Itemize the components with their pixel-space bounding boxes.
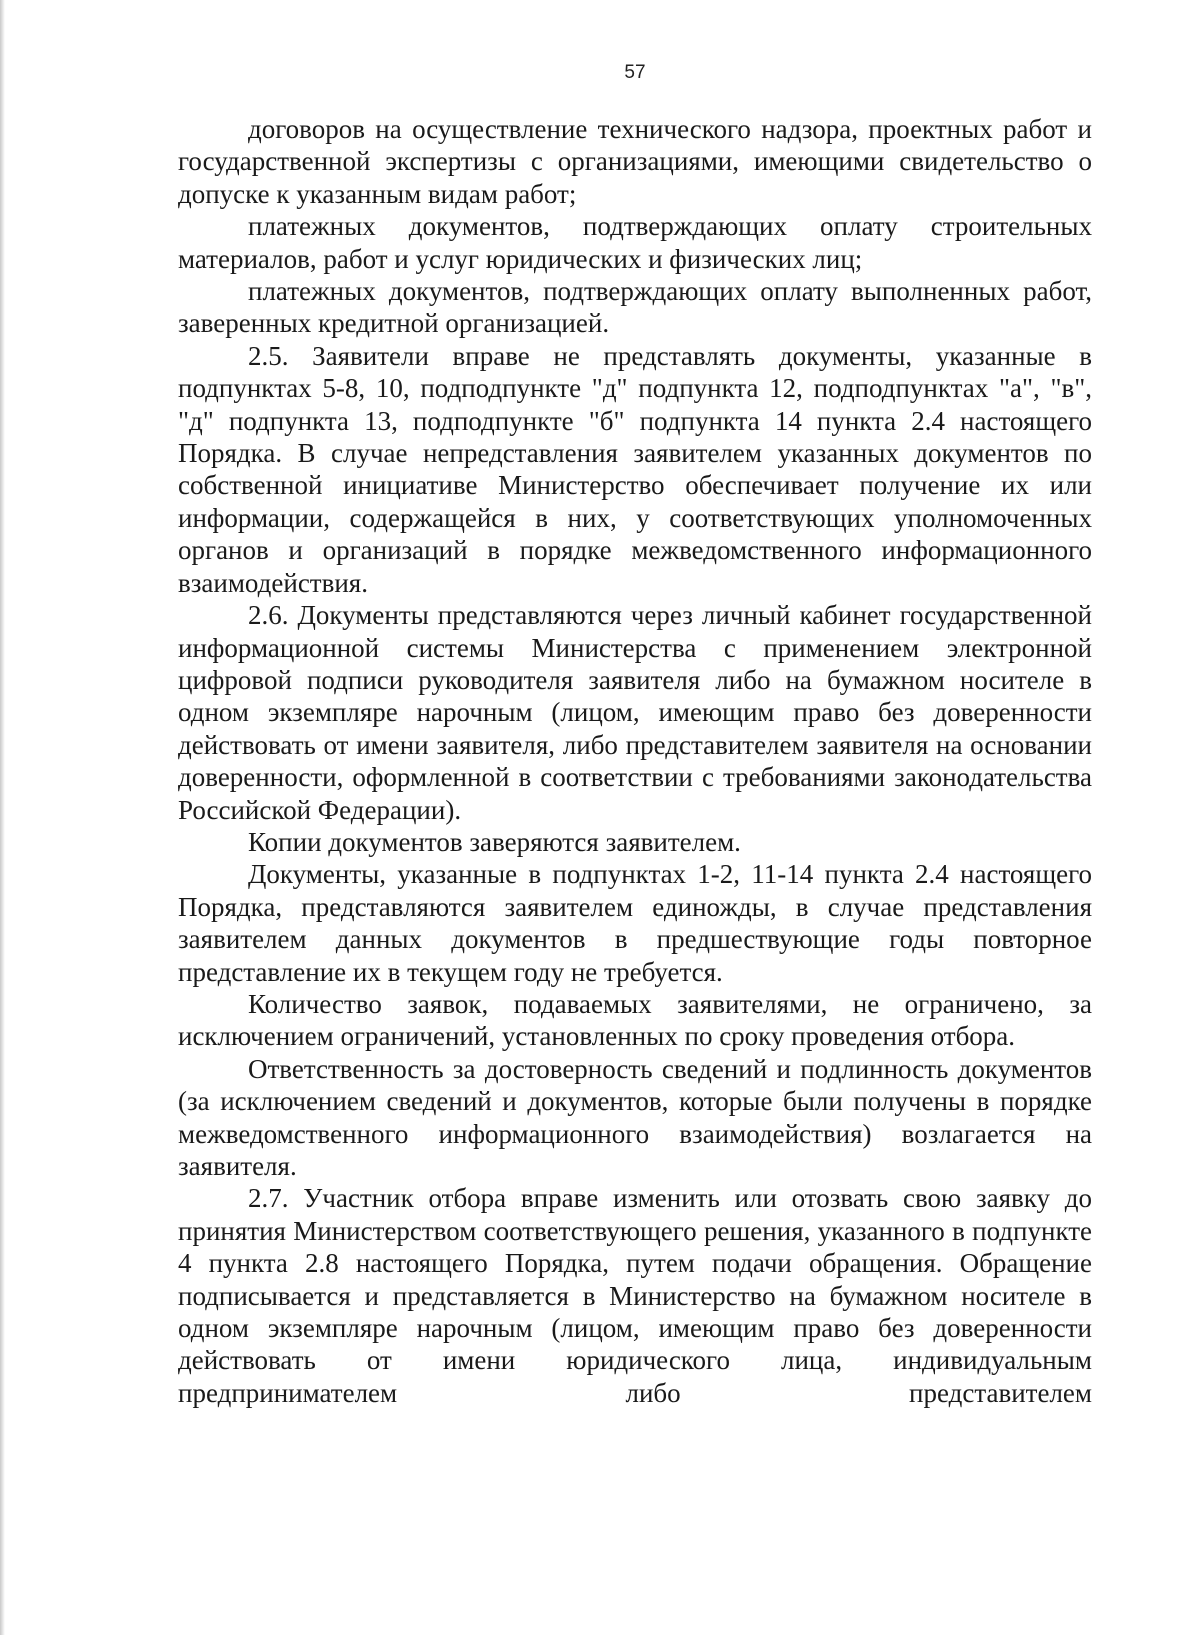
paragraph: Копии документов заверяются заявителем. bbox=[248, 826, 741, 857]
paragraph: Количество заявок, подаваемых заявителями, не ограничено, за исключением ограничений, установленных по сроку проведения отбора. bbox=[178, 988, 1092, 1052]
paragraph: 2.7. Участник отбора вправе изменить или отозвать свою заявку до принятия Министерством соответствующего решения, указанного в подпункте 4 пункта 2.8 настоящего Порядка, путем подачи обращения. Обращение подписывается и представляется в Министерство на бумажном носителе в одном экземпляре нарочным (лицом, имеющим право без доверенности действовать от имени юридического лица, индивидуальным предпринимателем либо представителем bbox=[178, 1183, 1092, 1408]
paragraph: платежных документов, подтверждающих оплату выполненных работ, заверенных кредитной организацией. bbox=[178, 276, 1092, 339]
scan-edge bbox=[0, 0, 5, 1635]
paragraph: 2.6. Документы представляются через личный кабинет государственной информационной системы Министерства с применением электронной цифровой подписи руководителя заявителя либо на бумажном носителе в одном экземпляре нарочным (лицом, имеющим право без доверенности действовать от имени заявителя, либо представителем заявителя на основании доверенности, оформленной в соответствии с требованиями законодательства Российской Федерации). bbox=[178, 600, 1092, 825]
paragraph: Документы, указанные в подпунктах 1-2, 11-14 пункта 2.4 настоящего Порядка, представляются заявителем единожды, в случае представления заявителем данных документов в предшествующие годы повторное представление их в текущем году не требуется. bbox=[178, 859, 1092, 987]
paragraph: 2.5. Заявители вправе не представлять документы, указанные в подпунктах 5-8, 10, подподпункте "д" подпункта 12, подподпунктах "а", "в", "д" подпункта 13, подподпункте "б" подпункта 14 пункта 2.4 настоящего Порядка. В случае непредставления заявителем указанных документов по собственной инициативе Министерство обеспечивает получение их или информации, содержащейся в них, у соответствующих уполномоченных органов и организаций в порядке межведомственного информационного взаимодействия. bbox=[178, 340, 1092, 598]
paragraph: Ответственность за достоверность сведений и подлинность документов (за исключением сведений и документов, которые были получены в порядке межведомственного информационного взаимодействия) возлагается на заявителя. bbox=[178, 1053, 1092, 1181]
paragraph: договоров на осуществление технического надзора, проектных работ и государственной экспертизы с организациями, имеющими свидетельство о допуске к указанным видам работ; bbox=[178, 114, 1092, 209]
paragraph: платежных документов, подтверждающих оплату строительных материалов, работ и услуг юридических и физических лиц; bbox=[178, 211, 1092, 274]
page-number: 57 bbox=[624, 62, 646, 83]
document-body bbox=[178, 113, 1092, 1409]
